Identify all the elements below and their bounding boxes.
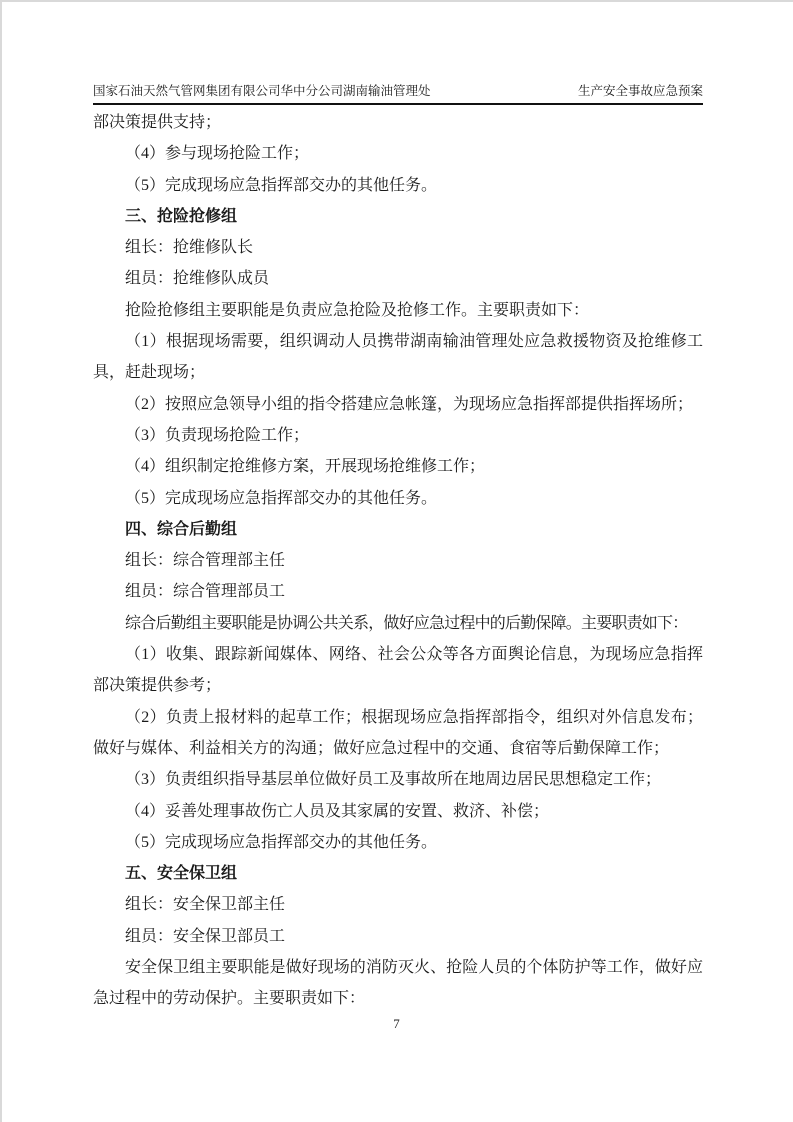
section-heading: 三、抢险抢修组 (125, 207, 238, 225)
paragraph: （1）根据现场需要，组织调动人员携带湖南输油管理处应急救援物资及抢维修工具，赶赴现场； (93, 333, 703, 382)
section-heading: 五、安全保卫组 (125, 865, 238, 883)
paragraph: 抢险抢修组主要职能是负责应急抢险及抢修工作。主要职责如下： (125, 301, 590, 319)
paragraph: （3）负责现场抢险工作； (125, 426, 310, 444)
paragraph: （4）参与现场抢险工作； (125, 145, 310, 163)
paragraph: （5）完成现场应急指挥部交办的其他任务。 (125, 176, 438, 194)
paragraph: 组长：安全保卫部主任 (125, 896, 286, 914)
paragraph: （4）组织制定抢维修方案，开展现场抢维修工作； (125, 458, 486, 476)
paragraph: （4）妥善处理事故伤亡人员及其家属的安置、救济、补偿； (125, 802, 550, 820)
page-edge-top (0, 0, 793, 2)
paragraph: （5）完成现场应急指挥部交办的其他任务。 (125, 489, 438, 507)
paragraph: 组员：抢维修队成员 (125, 270, 270, 288)
paragraph: 安全保卫组主要职能是做好现场的消防灭火、抢险人员的个体防护等工作，做好应急过程中的劳动保护。主要职责如下： (93, 959, 703, 1008)
paragraph: 部决策提供支持； (93, 114, 222, 131)
paragraph: （2）按照应急领导小组的指令搭建应急帐篷，为现场应急指挥部提供指挥场所； (125, 395, 694, 413)
document-body (93, 107, 703, 1015)
paragraph: （1）收集、跟踪新闻媒体、网络、社会公众等各方面舆论信息，为现场应急指挥部决策提供参考； (93, 646, 703, 695)
paragraph: （3）负责组织指导基层单位做好员工及事故所在地周边居民思想稳定工作； (125, 771, 662, 789)
page-number: 7 (393, 1016, 400, 1031)
paragraph: 综合后勤组主要职能是协调公共关系，做好应急过程中的后勤保障。主要职责如下： (125, 614, 688, 632)
paragraph: 组长：抢维修队长 (125, 239, 254, 257)
page-footer (0, 1016, 793, 1032)
paragraph: （5）完成现场应急指挥部交办的其他任务。 (125, 833, 438, 851)
header-company-name: 国家石油天然气管网集团有限公司华中分公司湖南输油管理处 (93, 84, 431, 98)
paragraph: 组员：综合管理部员工 (125, 583, 286, 601)
paragraph: （2）负责上报材料的起草工作；根据现场应急指挥部指令，组织对外信息发布；做好与媒体、利益相关方的沟通；做好应急过程中的交通、食宿等后勤保障工作； (93, 708, 703, 757)
section-heading: 四、综合后勤组 (125, 520, 238, 538)
page-edge-left (0, 0, 2, 1122)
page-header (93, 84, 703, 105)
paragraph: 组员：安全保卫部员工 (125, 927, 286, 945)
header-document-title: 生产安全事故应急预案 (577, 84, 703, 98)
paragraph: 组长：综合管理部主任 (125, 552, 286, 570)
